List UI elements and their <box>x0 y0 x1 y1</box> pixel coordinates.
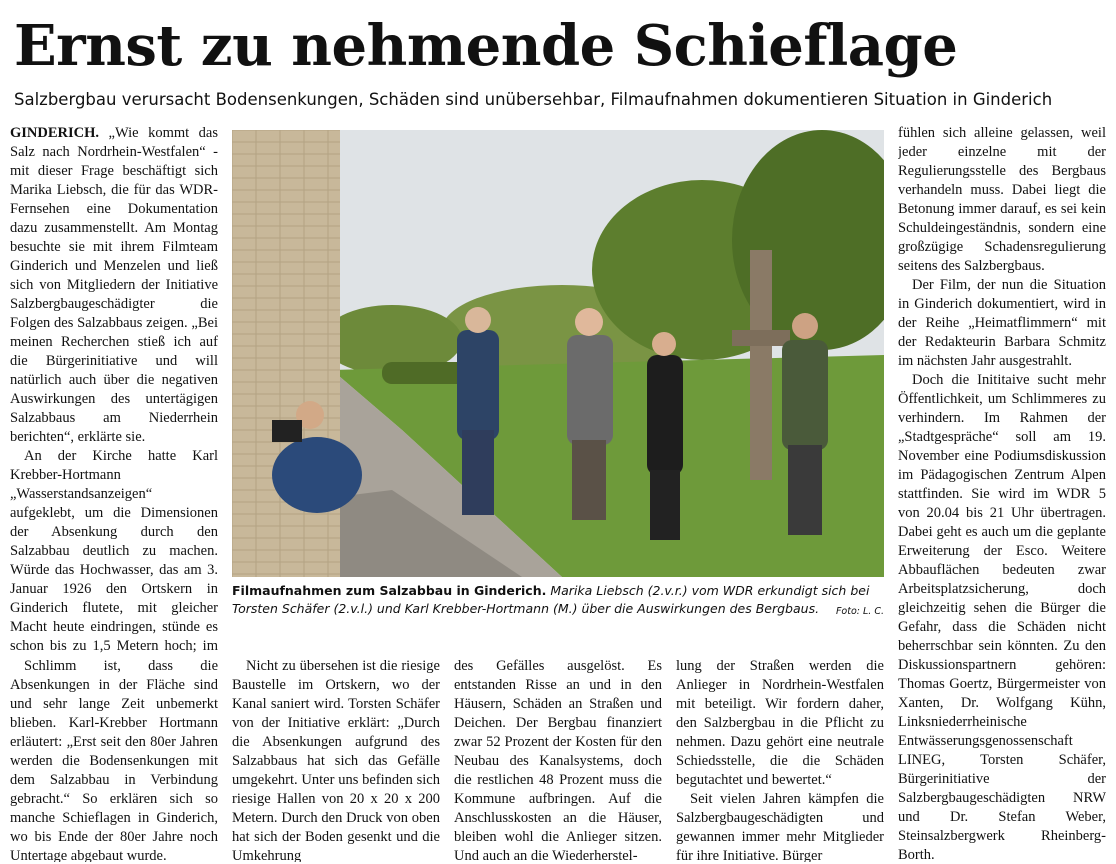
article-column-5 <box>898 124 1106 864</box>
article-paragraph: lung der Straßen werden die Anlieger in Nordrhein-Westfalen mit beteiligt. Wir fordern daher, den Salzbergbau in die Pflicht zu nehmen. Dazu gehört eine neutrale Schiedsstelle, die die Schäden begutachtet und bewertet.“ <box>676 658 884 788</box>
article-column-1-lower <box>10 657 218 862</box>
dateline: GINDERICH. <box>10 125 100 141</box>
article-paragraph: Doch die Inititaive sucht mehr Öffentlichkeit, um Schlimmeres zu verhindern. Im Rahmen der „Stadtgespräche“ soll am 19. November eine Podiumsdiskussion im Pädagogischen Zentrum Alpen stattfinden. Sie wird im WDR 5 von 20.04 bis 21 Uhr übertragen. Dabei geht es auch um die geplante Erweiterung der Esco. Weitere Abbauflächen bedeuten zwar Arbeitsplatzsicherung, doch gleichzeitig sehen die Bürger die Gefahr, dass die Schäden nicht beherrschbar sein könnten. Zu den Diskussionspartnern gehören: Thomas Goertz, Bürgermeister von Xanten, Dr. Wolfgang Kühn, Linksniederrheinische Entwässerungsgenossenschaft LINEG, Torsten Schäfer, Bürgerinitiative der Salzbergbaugeschädigten NRW und Dr. Stefan Weber, Steinsalzbergwerk Rheinberg-Borth. <box>898 372 1106 863</box>
photo-illustration <box>232 130 884 577</box>
article-paragraph: Nicht zu übersehen ist die riesige Baustelle im Ortskern, wo der Kanal saniert wird. Torsten Schäfer von der Initiative erklärt: „Durch die Absenkungen aufgrund des Salzabbaus hat sich das Gefälle umgekehrt. Unter uns befinden sich riesige Hallen von 20 x 20 x 200 Metern. Durch den Druck von oben hat sich der Boden gesenkt und die Umkehrung <box>232 658 440 862</box>
article-paragraph: des Gefälles ausgelöst. Es entstanden Risse an und in den Häusern, Schäden an Straßen und Deichen. Der Bergbau finanziert zwar 52 Prozent der Kosten für den Neubau des Kanalsystems, doch die restlichen 48 Prozent muss die Kommune aufbringen. Auf die Anschlusskosten an die Häuser, bleiben wohl die Anlieger sitzen. Und auch an die Wiederherstel- <box>454 658 662 862</box>
caption-lead: Filmaufnahmen zum Salzabbau in Ginderich. <box>232 583 547 598</box>
article-paragraph: fühlen sich alleine gelassen, weil jeder einzelne mit der Regulierungsstelle des Bergbaus verhandeln muss. Dabei liegt die Betonung immer darauf, es sei kein Schuldeingeständnis, sondern eine großzügige Schadensregulierung seitens des Salzbergbaus. <box>898 125 1106 274</box>
headline: Ernst zu nehmende Schieflage <box>14 13 958 79</box>
article-column-3 <box>454 657 662 862</box>
article-column-2 <box>232 657 440 862</box>
article-column-1 <box>10 124 218 654</box>
article-paragraph: Schlimm ist, dass die Absenkungen in der Fläche sind und sehr lange Zeit unbemerkt blieben. Karl-Krebber Hortmann erläutert: „Erst seit den 80er Jahren werden die Bodensenkungen mit dem Salzabbau in Verbindung gebracht.“ So erklären sich so manche Schieflagen in Ginderich, wo bis Ende der 80er Jahre noch Untertage abgebaut wurde. <box>10 658 218 862</box>
photo-credit: Foto: L. C. <box>835 606 884 617</box>
article-paragraph: Seit vielen Jahren kämpfen die Salzbergbaugeschädigten und gewannen immer mehr Mitglieder für ihre Initiative. Bürger <box>676 791 884 862</box>
photo-caption <box>232 582 884 621</box>
article-paragraph: Der Film, der nun die Situation in Ginderich dokumentiert, wird in der Reihe „Heimatflimmern“ mit der Redakteurin Barbara Schmitz im nächsten Jahr ausgestrahlt. <box>898 277 1106 369</box>
subheadline: Salzbergbau verursacht Bodensenkungen, Schäden sind unübersehbar, Filmaufnahmen dokumentieren Situation in Ginderich <box>14 90 1053 109</box>
article-paragraph: GINDERICH. „Wie kommt das Salz nach Nordrhein-Westfalen“ - mit dieser Frage beschäftigt sich Marika Liebsch, die für das WDR-Fernsehen eine Dokumentation dazu zusammenstellt. Am Montag besuchte sie mit ihrem Filmteam Ginderich und Menzelen und ließ sich von Mitgliedern der Initiative Salzbergbaugeschädigter die Folgen des Salzabbaus zeigen. „Bei meinen Recherchen stieß ich auf die Bürgerinitiative und will natürlich auch über die negativen Auswirkungen des untertägigen Salzabbaus am Niederrhein berichten“, erklärte sie. <box>10 125 218 445</box>
article-paragraph: An der Kirche hatte Karl Krebber-Hortmann „Wasserstandsanzeigen“ aufgeklebt, um die Dimensionen der Absenkung durch den Salzabbau deutlich zu machen. Würde das Hochwasser, das am 3. Januar 1926 den Ortskern in Ginderich flutete, mit gleicher Macht heute eindringen, stünde es schon bis zu 1,5 Metern hoch; im <box>10 448 218 654</box>
article-column-4 <box>676 657 884 862</box>
news-photo <box>232 130 884 577</box>
caption-text: Marika Liebsch (2.v.r.) vom WDR erkundigt sich bei Torsten Schäfer (2.v.l.) und Karl Krebber-Hortmann (M.) über die Auswirkungen des Bergbaus. <box>232 583 870 616</box>
